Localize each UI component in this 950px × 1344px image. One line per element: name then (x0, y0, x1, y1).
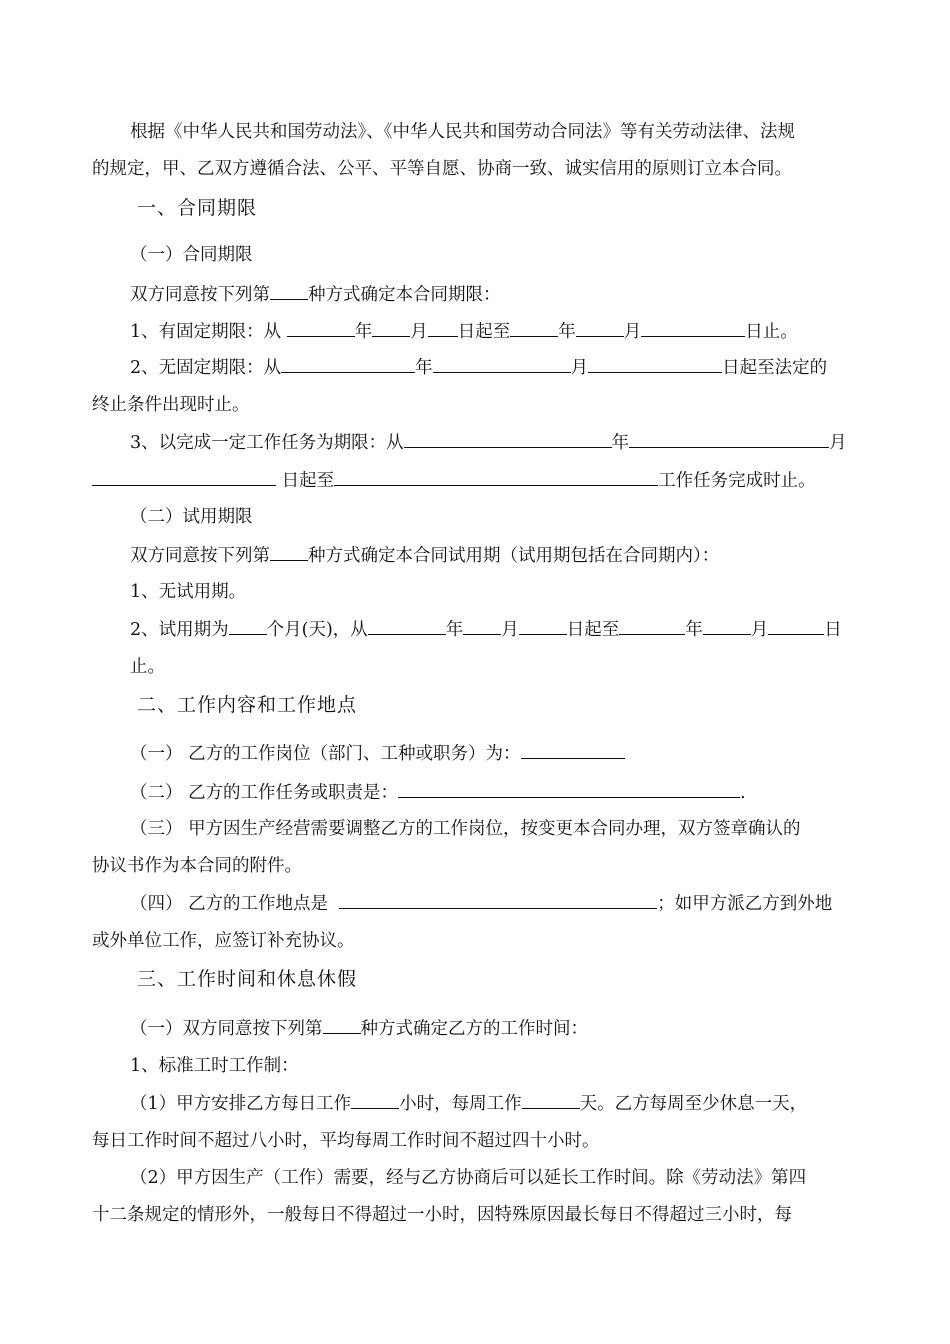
open-term-line (130, 355, 827, 380)
work-post-line (130, 741, 625, 766)
work-time-choice-line (130, 1016, 588, 1041)
text: （四） 乙方的工作地点是 (130, 894, 329, 914)
text: 月 (750, 620, 769, 640)
text: 种方式确定本合同期限： (308, 285, 501, 305)
trial-months-blank[interactable] (229, 617, 267, 635)
text: （一）双方同意按下列第 (130, 1019, 323, 1039)
task-month-blank[interactable] (629, 430, 829, 448)
intro-line-2: 的规定，甲、乙双方遵循合法、公平、平等自愿、协商一致、诚实信用的原则订立本合同。 (92, 159, 792, 179)
open-month-blank[interactable] (433, 355, 571, 373)
fixed-from-month-blank[interactable] (372, 319, 410, 337)
text: 月 (623, 322, 642, 342)
task-term-line (130, 430, 847, 455)
text: 年 (415, 358, 433, 378)
work-place-line-2: 或外单位工作，应签订补充协议。 (92, 931, 355, 951)
trial-from-year-blank[interactable] (368, 617, 446, 635)
text: 月 (501, 620, 519, 640)
fixed-to-year-blank[interactable] (510, 319, 558, 337)
text: 双方同意按下列第 (130, 546, 270, 566)
text: 月 (829, 433, 847, 453)
fixed-from-year-blank[interactable] (287, 319, 355, 337)
text: 年 (685, 620, 703, 640)
subsection-trial: （二）试用期限 (130, 507, 253, 527)
fixed-to-day-blank[interactable] (641, 319, 745, 337)
work-place-blank[interactable] (339, 891, 657, 909)
text: 年 (354, 322, 373, 342)
text: （二） 乙方的工作任务或职责是： (130, 783, 399, 803)
text: 种方式确定乙方的工作时间： (360, 1019, 588, 1039)
daily-hours-line (130, 1091, 807, 1116)
section-1-heading: 一、合同期限 (137, 197, 258, 219)
text: 日止。 (745, 322, 798, 342)
text: 日起至 (566, 620, 620, 640)
work-duty-blank[interactable] (398, 780, 740, 798)
no-trial-line: 1、无试用期。 (130, 582, 247, 602)
text: 日起至 (281, 471, 335, 491)
daily-hours-blank[interactable] (351, 1091, 399, 1109)
text: 日 (824, 620, 842, 640)
text: （1）甲方安排乙方每日工作 (130, 1094, 352, 1114)
open-year-blank[interactable] (281, 355, 415, 373)
trial-to-day-blank[interactable] (768, 617, 824, 635)
text: 年 (445, 620, 464, 640)
open-day-blank[interactable] (588, 355, 722, 373)
overtime-line-1 (92, 1166, 860, 1190)
trial-choice-line (130, 543, 719, 568)
text: 月 (570, 358, 589, 378)
weekly-days-blank[interactable] (522, 1091, 580, 1109)
term-choice-line (130, 282, 501, 307)
task-day-blank[interactable] (92, 468, 276, 486)
text: （一） 乙方的工作岗位（部门、工种或职务）为： (130, 744, 521, 764)
trial-from-day-blank[interactable] (519, 617, 567, 635)
text: 工作任务完成时止。 (658, 471, 816, 491)
text: ；如甲方派乙方到外地 (657, 894, 833, 914)
trial-period-line-2: 止。 (130, 657, 165, 677)
trial-choice-blank[interactable] (270, 543, 308, 561)
text: 种方式确定本合同试用期（试用期包括在合同期内）： (308, 546, 720, 566)
section-2-heading: 二、工作内容和工作地点 (137, 694, 358, 716)
trial-period-line (130, 617, 842, 642)
section-3-heading: 三、工作时间和休息休假 (137, 968, 358, 990)
text: 2、试用期为 (130, 620, 229, 640)
text: 年 (558, 322, 576, 342)
adjust-line-2: 协议书作为本合同的附件。 (92, 856, 302, 876)
trial-to-month-blank[interactable] (703, 617, 751, 635)
text: 月 (410, 322, 428, 342)
text: 日起至法定的 (722, 358, 828, 378)
adjust-line-1 (92, 817, 860, 841)
task-content-blank[interactable] (334, 468, 658, 486)
open-term-line-2: 终止条件出现时止。 (92, 395, 250, 415)
intro-text-1: 根据《中华人民共和国劳动法》、《中华人民共和国劳动合同法》等有关劳动法律、法规 (130, 122, 795, 142)
fixed-to-month-blank[interactable] (576, 319, 624, 337)
text: 日起至 (457, 322, 511, 342)
text: 年 (611, 433, 630, 453)
overtime-line-2: 十二条规定的情形外，一般每日不得超过一小时，因特殊原因最长每日不得超过三小时，每 (92, 1205, 792, 1225)
text: 3、以完成一定工作任务为期限：从 (130, 433, 404, 453)
daily-hours-line-2: 每日工作时间不超过八小时，平均每周工作时间不超过四十小时。 (92, 1131, 600, 1151)
text: 2、无固定期限：从 (130, 358, 282, 378)
text: 小时，每周工作 (399, 1094, 522, 1114)
text: 1、有固定期限：从 (130, 322, 282, 342)
text: （三） 甲方因生产经营需要调整乙方的工作岗位，按变更本合同办理，双方签章确认的 (130, 819, 801, 839)
work-time-choice-blank[interactable] (323, 1016, 361, 1034)
text: （2）甲方因生产（工作）需要，经与乙方协商后可以延长工作时间。除《劳动法》第四 (130, 1168, 807, 1188)
text: 个月(天)，从 (266, 620, 368, 640)
trial-from-month-blank[interactable] (463, 617, 501, 635)
work-place-line (130, 891, 832, 916)
standard-hours-line: 1、标准工时工作制： (130, 1056, 299, 1076)
subsection-contract-term: （一）合同期限 (130, 245, 253, 265)
work-post-blank[interactable] (521, 741, 625, 759)
text: . (740, 783, 746, 803)
term-choice-blank[interactable] (270, 282, 308, 300)
text: 天。乙方每周至少休息一天， (579, 1094, 808, 1114)
fixed-term-line (130, 319, 798, 344)
trial-to-year-blank[interactable] (619, 617, 685, 635)
fixed-from-day-blank[interactable] (428, 319, 458, 337)
task-year-blank[interactable] (404, 430, 612, 448)
work-duty-line (130, 780, 746, 805)
text: 双方同意按下列第 (130, 285, 270, 305)
intro-line-1 (92, 120, 860, 144)
task-term-line-2 (92, 468, 816, 493)
